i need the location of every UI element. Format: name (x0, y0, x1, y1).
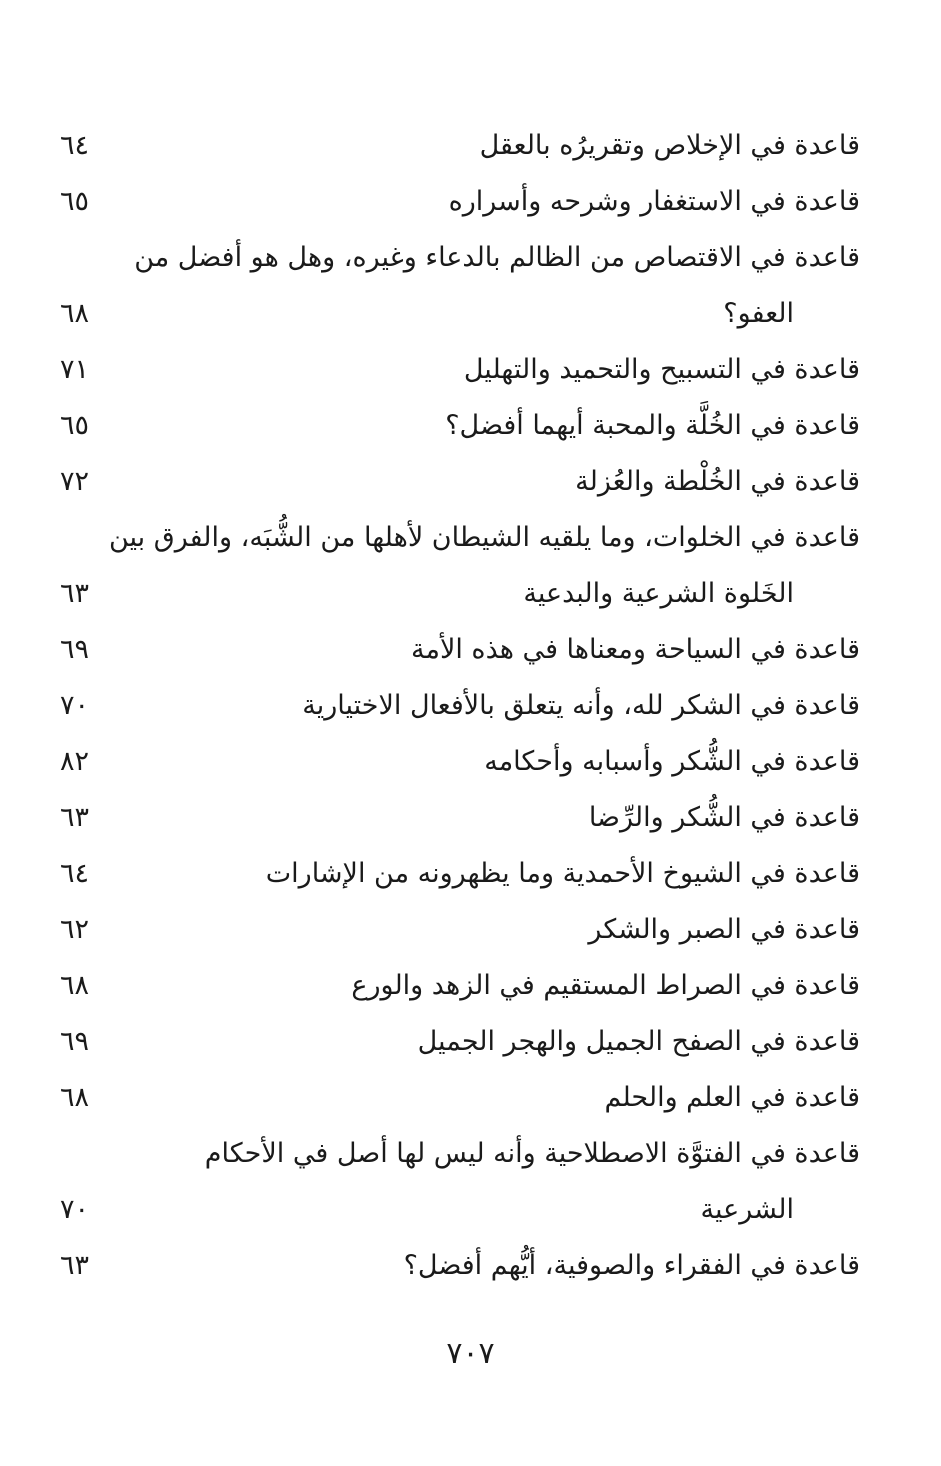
toc-entry-title: قاعدة في الاقتصاص من الظالم بالدعاء وغيره، وهل هو أفضل من (134, 242, 860, 273)
toc-entry-page-number: ٦٨ (60, 970, 90, 1001)
toc-entry (60, 734, 860, 790)
toc-entry-title-continuation: الشرعية (700, 1194, 794, 1225)
toc-entry (60, 174, 860, 230)
toc-entry-page-number: ٦٨ (60, 298, 90, 329)
toc-entry-page-number: ٨٢ (60, 746, 90, 777)
toc-entry-title: قاعدة في الفتوَّة الاصطلاحية وأنه ليس لها أصل في الأحكام (204, 1138, 860, 1169)
toc-entry-page-number: ٦٣ (60, 578, 90, 609)
toc-entry-page-number: ٦٨ (60, 1082, 90, 1113)
toc-entry-page-number: ٧٠ (60, 1194, 90, 1225)
toc-entry-title: قاعدة في التسبيح والتحميد والتهليل (463, 354, 860, 385)
toc-entry-title: قاعدة في العلم والحلم (604, 1082, 860, 1113)
toc-entry-page-number: ٦٤ (60, 130, 90, 161)
toc-entry (60, 510, 860, 622)
toc-entry (60, 846, 860, 902)
toc-entry-title: قاعدة في الخُلَّة والمحبة أيهما أفضل؟ (445, 410, 860, 441)
table-of-contents (60, 118, 860, 1294)
toc-entry-page-number: ٧٢ (60, 466, 90, 497)
toc-entry (60, 678, 860, 734)
toc-entry-page-number: ٦٩ (60, 634, 90, 665)
toc-entry-title: قاعدة في الخلوات، وما يلقيه الشيطان لأهلها من الشُّبَه، والفرق بين (108, 522, 860, 553)
toc-entry (60, 1014, 860, 1070)
toc-entry-title: قاعدة في الشيوخ الأحمدية وما يظهرونه من الإشارات (265, 858, 860, 889)
toc-entry (60, 398, 860, 454)
toc-entry-page-number: ٦٣ (60, 802, 90, 833)
toc-entry-title: قاعدة في الإخلاص وتقريرُه بالعقل (479, 130, 860, 161)
toc-entry-title: قاعدة في الشُّكر والرِّضا (588, 802, 860, 833)
toc-entry-page-number: ٦٥ (60, 186, 90, 217)
toc-entry (60, 1070, 860, 1126)
toc-entry-title-continuation: الخَلوة الشرعية والبدعية (523, 578, 794, 609)
toc-entry (60, 118, 860, 174)
toc-entry (60, 958, 860, 1014)
toc-entry-page-number: ٦٣ (60, 1250, 90, 1281)
toc-entry-page-number: ٦٩ (60, 1026, 90, 1057)
toc-entry-title: قاعدة في الصفح الجميل والهجر الجميل (417, 1026, 860, 1057)
page-folio-number: ٧٠٧ (446, 1336, 495, 1371)
toc-entry-page-number: ٦٤ (60, 858, 90, 889)
toc-entry-title: قاعدة في الخُلْطة والعُزلة (575, 466, 860, 497)
toc-entry-title: قاعدة في السياحة ومعناها في هذه الأمة (411, 634, 860, 665)
toc-entry (60, 1238, 860, 1294)
toc-entry (60, 622, 860, 678)
toc-entry (60, 1126, 860, 1238)
toc-entry-page-number: ٦٢ (60, 914, 90, 945)
toc-entry-page-number: ٧٠ (60, 690, 90, 721)
toc-entry (60, 230, 860, 342)
toc-entry-title: قاعدة في الاستغفار وشرحه وأسراره (448, 186, 860, 217)
toc-entry-title: قاعدة في الصراط المستقيم في الزهد والورع (351, 970, 860, 1001)
toc-entry (60, 902, 860, 958)
toc-entry-title: قاعدة في الفقراء والصوفية، أيُّهم أفضل؟ (403, 1250, 860, 1281)
toc-entry (60, 342, 860, 398)
toc-entry-page-number: ٧١ (60, 354, 90, 385)
toc-entry-title-continuation: العفو؟ (723, 298, 794, 329)
toc-entry-title: قاعدة في الشكر لله، وأنه يتعلق بالأفعال الاختيارية (302, 690, 860, 721)
toc-entry-page-number: ٦٥ (60, 410, 90, 441)
toc-entry (60, 454, 860, 510)
toc-entry-title: قاعدة في الشُّكر وأسبابه وأحكامه (484, 746, 860, 777)
toc-entry-title: قاعدة في الصبر والشكر (588, 914, 860, 945)
toc-entry (60, 790, 860, 846)
